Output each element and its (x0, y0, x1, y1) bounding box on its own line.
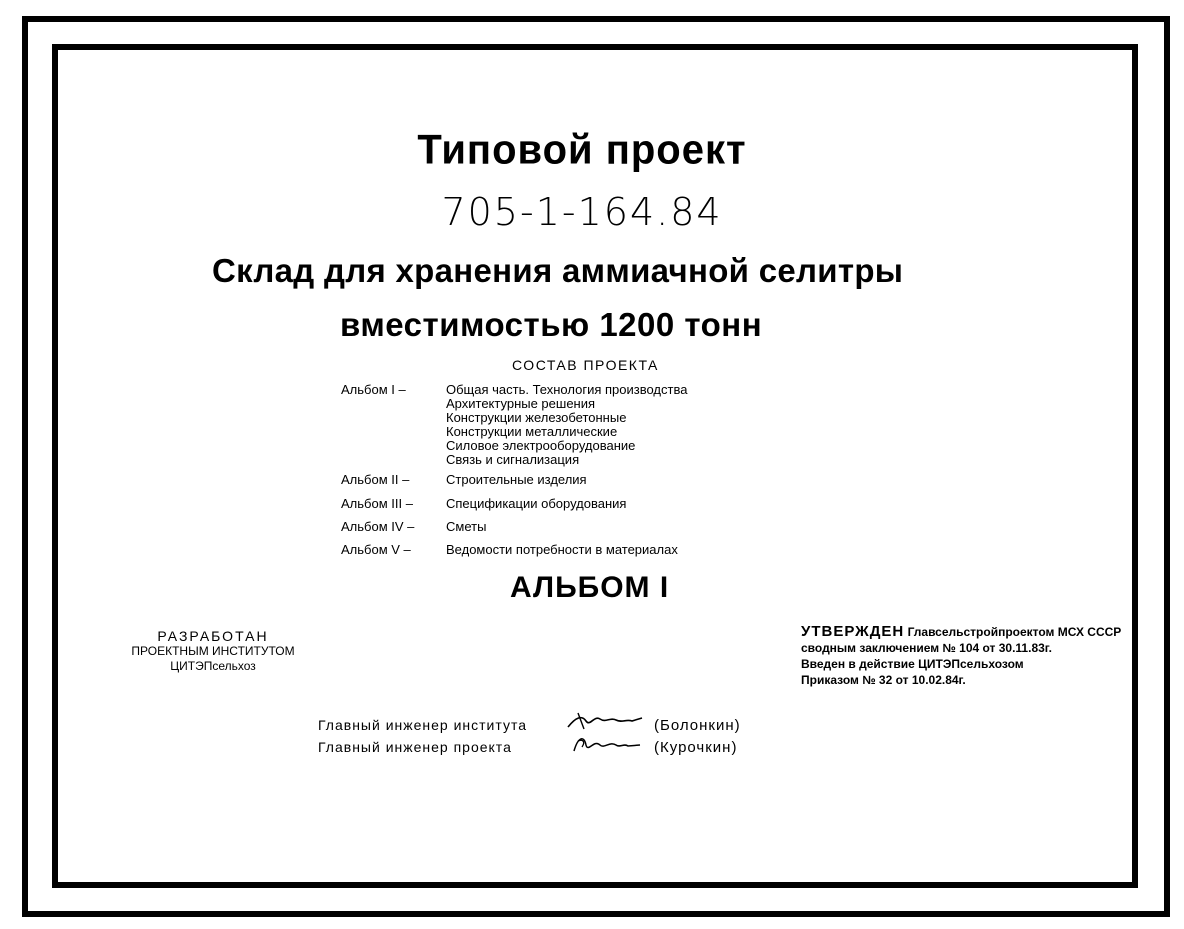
album-item: Архитектурные решения (446, 396, 596, 411)
album-item: Силовое электрооборудование (446, 438, 636, 453)
signature-row-1 (318, 717, 758, 737)
project-title-line1: Склад для хранения аммиачной селитры (212, 252, 904, 289)
approval-authority: Главсельстройпроектом МСХ СССР (907, 625, 1122, 639)
album-item: Конструкции железобетонные (446, 410, 627, 425)
approval-line4: Приказом № 32 от 10.02.84г. (801, 673, 966, 687)
approval-line2: сводным заключением № 104 от 30.11.83г. (801, 641, 1052, 655)
approval-block (801, 624, 1121, 688)
project-number: 705-1-164.84 (441, 190, 723, 234)
signature-role: Главный инженер проекта (318, 739, 512, 755)
album-row-3 (341, 497, 626, 511)
album-item: Строительные изделия (446, 472, 587, 487)
album-item: Ведомости потребности в материалах (446, 542, 678, 557)
signature-role: Главный инженер института (318, 717, 527, 733)
developer-line2: ПРОЕКТНЫМ ИНСТИТУТОМ (131, 644, 295, 658)
album-item: Конструкции металлические (446, 424, 618, 439)
album-items (446, 497, 626, 511)
album-item: Связь и сигнализация (446, 452, 580, 467)
composition-title: СОСТАВ ПРОЕКТА (512, 357, 659, 373)
developer-line3: ЦИТЭПсельхоз (170, 659, 256, 673)
developer-block (113, 629, 313, 674)
approval-line1 (801, 624, 1121, 640)
album-items (446, 383, 687, 467)
signature-name: (Болонкин) (654, 717, 741, 734)
album-items (446, 543, 678, 557)
album-label: Альбом II – (341, 472, 410, 487)
current-album-heading: АЛЬБОМ I (510, 571, 670, 604)
album-row-4 (341, 520, 486, 534)
project-title-line2: вместимостью 1200 тонн (340, 306, 763, 343)
album-row-5 (341, 543, 678, 557)
handwritten-signature-icon (570, 729, 642, 759)
album-label: Альбом I – (341, 382, 406, 397)
album-row-2 (341, 473, 587, 487)
album-items (446, 520, 486, 534)
album-label: Альбом IV – (341, 519, 415, 534)
album-label: Альбом V – (341, 542, 411, 557)
approval-caps: УТВЕРЖДЕН (801, 623, 905, 640)
album-item: Сметы (446, 519, 487, 534)
album-label: Альбом III – (341, 496, 413, 511)
signature-name: (Курочкин) (654, 739, 738, 756)
developer-line1: РАЗРАБОТАН (157, 628, 269, 644)
album-item: Спецификации оборудования (446, 496, 627, 511)
album-items (446, 473, 587, 487)
album-row-1 (341, 383, 687, 467)
project-type-heading: Типовой проект (417, 126, 747, 174)
album-item: Общая часть. Технология производства (446, 382, 688, 397)
approval-line3: Введен в действие ЦИТЭПсельхозом (801, 657, 1024, 671)
signature-row-2 (318, 739, 758, 759)
